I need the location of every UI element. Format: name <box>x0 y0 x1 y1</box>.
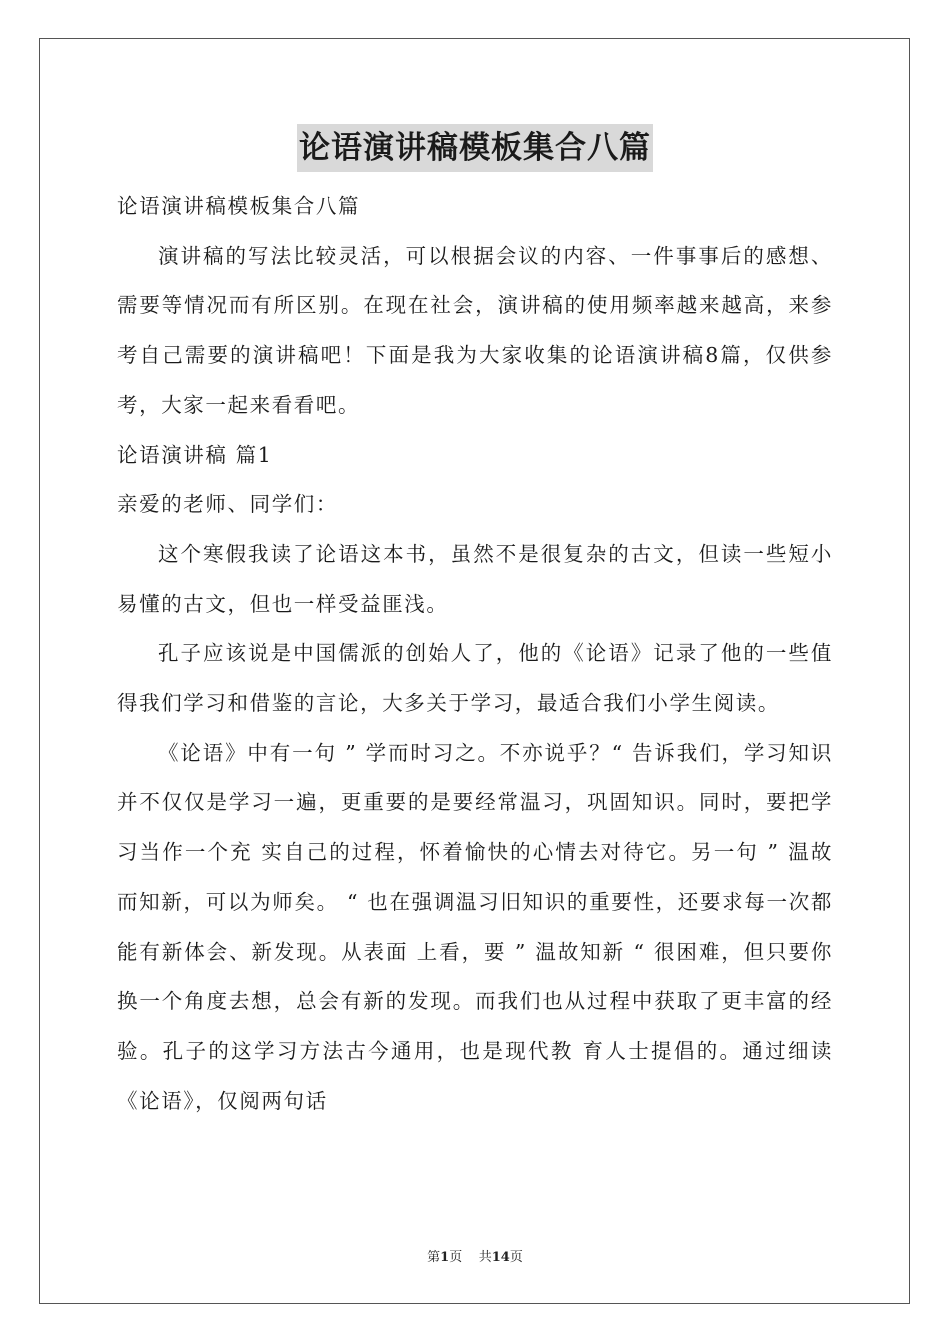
total-pages: 14 <box>491 1250 510 1265</box>
document-body <box>117 182 833 1126</box>
paragraph: 孔子应该说是中国儒派的创始人了，他的《论语》记录了他的一些值得我们学习和借鉴的言论，大多关于学习，最适合我们小学生阅读。 <box>117 641 833 716</box>
total-prefix: 共 <box>478 1250 492 1265</box>
document-title: 论语演讲稿模板集合八篇 <box>297 124 653 172</box>
total-suffix: 页 <box>509 1250 523 1265</box>
page-prefix: 第 <box>427 1250 441 1265</box>
paragraph: 论语演讲稿模板集合八篇 <box>117 194 361 218</box>
paragraph: 演讲稿的写法比较灵活，可以根据会议的内容、一件事事后的感想、需要等情况而有所区别。在现在社会，演讲稿的使用频率越来越高，来参考自己需要的演讲稿吧！下面是我为大家收集的论语演讲稿8篇，仅供参考，大家一起来看看吧。 <box>117 243 833 417</box>
salutation: 亲爱的老师、同学们： <box>117 492 338 517</box>
page-suffix: 页 <box>449 1250 463 1265</box>
paragraph: 这个寒假我读了论语这本书，虽然不是很复杂的古文，但读一些短小易懂的古文，但也一样受益匪浅。 <box>117 541 833 616</box>
title-container <box>0 124 950 172</box>
paragraph: 《论语》中有一句 ” 学而时习之。不亦说乎？“ 告诉我们，学习知识并不仅仅是学习一遍，更重要的是要经常温习，巩固知识。同时，要把学习当作一个充 实自己的过程，怀着愉快的心情去对待它。另一句 ” 温故而知新，可以为师矣。 “ 也在强调温习旧知识的重要性，还要求每一次都能有新体会、新发现。从表面 上看，要 ” 温故知新 “ 很困难，但只要你换一个角度去想，总会有新的发现。而我们也从过程中获取了更丰富的经验。孔子的这学习方法古今通用，也是现代教 育人士提倡的。通过细读《论语》，仅阅两句话 <box>117 740 833 1113</box>
page-footer <box>0 1246 950 1265</box>
section-heading: 论语演讲稿 篇1 <box>117 442 273 467</box>
page-number: 1 <box>440 1250 450 1265</box>
